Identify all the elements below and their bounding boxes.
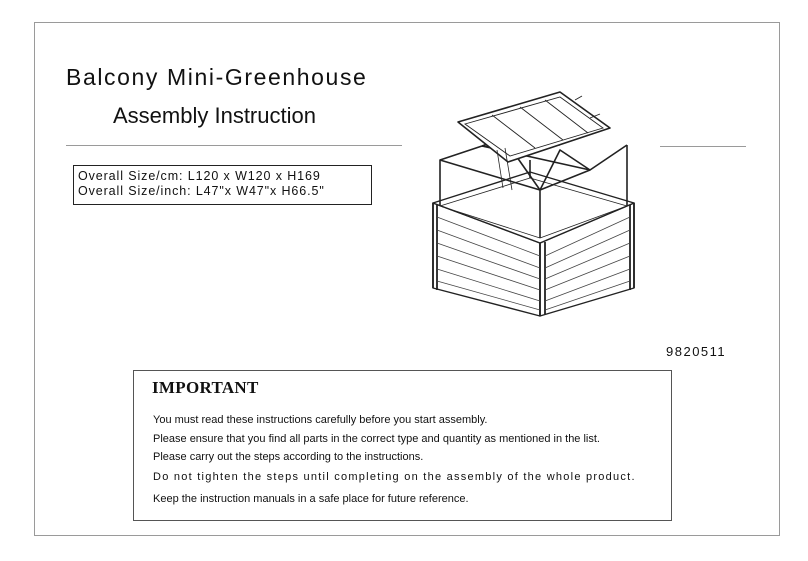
divider-left bbox=[66, 145, 402, 146]
size-inch: Overall Size/inch: L47"x W47"x H66.5" bbox=[78, 184, 325, 198]
notice-line: Keep the instruction manuals in a safe place for future reference. bbox=[153, 493, 469, 505]
notice-line: Do not tighten the steps until completing on the assembly of the whole product. bbox=[153, 471, 636, 483]
product-code: 9820511 bbox=[666, 344, 727, 359]
important-notice-box bbox=[133, 370, 672, 521]
notice-line: Please ensure that you find all parts in the correct type and quantity as mentioned in the list. bbox=[153, 433, 600, 445]
size-cm: Overall Size/cm: L120 x W120 x H169 bbox=[78, 169, 321, 183]
greenhouse-illustration bbox=[420, 85, 650, 320]
notice-line: You must read these instructions carefully before you start assembly. bbox=[153, 414, 488, 426]
notice-line: Please carry out the steps according to the instructions. bbox=[153, 451, 424, 463]
document-title: Balcony Mini-Greenhouse bbox=[66, 64, 368, 90]
overall-size-box bbox=[73, 165, 372, 205]
document-subtitle: Assembly Instruction bbox=[113, 103, 316, 128]
important-heading: IMPORTANT bbox=[152, 378, 259, 397]
divider-right bbox=[660, 146, 746, 147]
